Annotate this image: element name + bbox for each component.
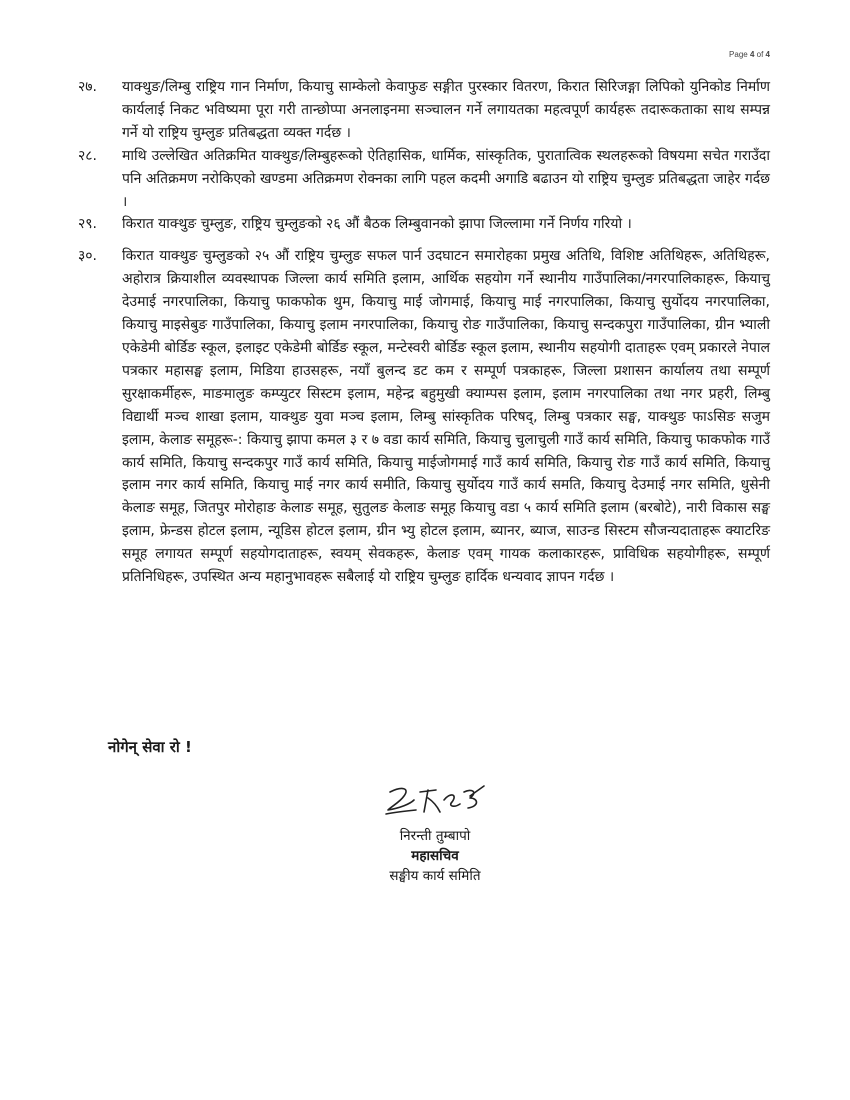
list-item-28 bbox=[78, 145, 770, 214]
list-item-29 bbox=[78, 213, 770, 236]
item-number: २९. bbox=[78, 216, 98, 233]
page-of: of bbox=[756, 50, 764, 59]
handwritten-signature bbox=[380, 778, 490, 822]
item-number: २७. bbox=[78, 79, 98, 95]
signatory-name: निरन्ती तुम्बापो bbox=[399, 828, 471, 844]
item-number: ३०. bbox=[78, 248, 98, 265]
item-text: किरात याक्थुङ चुम्लुङ, राष्ट्रिय चुम्लुङको २६ औं बैठक लिम्बुवानको झापा जिल्लामा गर्ने निर्णय गरियो । bbox=[122, 216, 632, 233]
item-number: २८. bbox=[78, 147, 98, 164]
item-text: माथि उल्लेखित अतिक्रमित याक्थुङ/लिम्बुहरूको ऐतिहासिक, धार्मिक, सांस्कृतिक, पुरातात्विक स्थलहरूको विषयमा सचेत गराउँदा पनि अतिक्रमण नरोकिएको खण्डमा अतिक्रमण रोक्नका लागि पहल कदमी अगाडि बढाउन यो राष्ट्रिय चुम्लुङ प्रतिबद्धता जाहेर गर्दछ । bbox=[122, 147, 770, 210]
page-current: 4 bbox=[749, 50, 755, 59]
page-label: Page bbox=[729, 50, 748, 59]
document-body bbox=[78, 76, 770, 589]
list-item-27 bbox=[78, 76, 770, 145]
item-text: किरात याक्थुङ चुम्लुङको २५ औं राष्ट्रिय चुम्लुङ सफल पार्न उदघाटन समारोहका प्रमुख अतिथि, विशिष्ट अतिथिहरू, अतिथिहरू, अहोरात्र क्रियाशील व्यवस्थापक जिल्ला कार्य समिति इलाम, आर्थिक सहयोग गर्ने स्थानीय गाउँपालिका/नगरपालिकाहरू, कियाचु देउमाई नगरपालिका, कियाचु फाकफोक थुम, कियाचु माई जोगमाई, कियाचु माई नगरपालिका, कियाचु सुर्योदय नगरपालिका, कियाचु माइसेबुङ गाउँपालिका, कियाचु इलाम नगरपालिका, कियाचु रोङ गाउँपालिका, कियाचु सन्दकपुरा गाउँपालिका, ग्रीन भ्याली एकेडेमी बोर्डिङ स्कूल, इलाइट एकेडेमी बोर्डिङ स्कूल, मन्टेस्वरी बोर्डिङ स्कूल इलाम, स्थानीय सहयोगी दाताहरू एवम् प्रकारले नेपाल पत्रकार महासङ्घ इलाम, मिडिया हाउसहरू, नयाँ बुलन्द डट कम र सम्पूर्ण पत्रकाहरू, जिल्ला प्रशासन कार्यालय तथा सम्पूर्ण सुरक्षाकर्मीहरू, माङमालुङ कम्प्युटर सिस्टम इलाम, महेन्द्र बहुमुखी क्याम्पस इलाम, इलाम नगरपालिका तथा नगर प्रहरी, लिम्बु विद्यार्थी मञ्च शाखा इलाम, याक्थुङ युवा मञ्च इलाम, लिम्बु सांस्कृतिक परिषद्, लिम्बु पत्रकार सङ्घ, याक्थुङ फाऽसिङ सजुम इलाम, केलाङ समूहरू-: कियाचु झापा कमल ३ र ७ वडा कार्य समिति, कियाचु चुलाचुली गाउँ कार्य समिति, कियाचु फाकफोक गाउँ कार्य समिति, कियाचु सन्दकपुर गाउँ कार्य समिति, कियाचु माईजोगमाई गाउँ कार्य समिति, कियाचु रोङ गाउँ कार्य समिति, कियाचु इलाम नगर कार्य समिति, कियाचु माई नगर कार्य समीति, कियाचु सुर्योदय गाउँ कार्य समति, कियाचु देउमाई नगर समिति, धुसेनी केलाङ समूह, जितपुर मोरोहाङ केलाङ समूह, सुतुलङ केलाङ समूह कियाचु वडा ५ कार्य समिति इलाम (बरबोटे), नारी विकास सङ्घ इलाम, फ्रेन्डस होटल इलाम, न्यूडिस होटल इलाम, ग्रीन भ्यु होटल इलाम, ब्यानर, ब्याज, साउन्ड सिस्टम सौजन्यदाताहरू क्याटरिङ समूह लगायत सम्पूर्ण सहयोगदाताहरू, स्वयम् सेवकहरू, केलाङ एवम् गायक कलाकारहरू, प्राविधिक सहयोगीहरू, सम्पूर्ण प्रतिनिधिहरू, उपस्थित अन्य महानुभावहरू सबैलाई यो राष्ट्रिय चुम्लुङ हार्दिक धन्यवाद ज्ञापन गर्दछ । bbox=[122, 248, 770, 586]
closing-greeting: नोगेन् सेवा रो ! bbox=[108, 738, 192, 756]
page-total: 4 bbox=[765, 50, 770, 59]
list-item-30 bbox=[78, 245, 770, 589]
page-number bbox=[729, 50, 770, 59]
signature-block bbox=[350, 778, 520, 886]
signatory-committee: सङ्घीय कार्य समिति bbox=[389, 868, 481, 884]
signatory-title: महासचिव bbox=[411, 848, 459, 864]
item-text: याक्थुङ/लिम्बु राष्ट्रिय गान निर्माण, कियाचु साम्केलो केवाफुङ सङ्गीत पुरस्कार वितरण, किरात सिरिजङ्गा लिपिको युनिकोड निर्माण कार्यलाई निकट भविष्यमा पूरा गरी तान्छोप्पा अनलाइनमा सञ्चालन गर्ने लगायतका महत्वपूर्ण कार्यहरू तदारूकताका साथ सम्पन्न गर्ने यो राष्ट्रिय चुम्लुङ प्रतिबद्धता व्यक्त गर्दछ । bbox=[122, 79, 770, 141]
